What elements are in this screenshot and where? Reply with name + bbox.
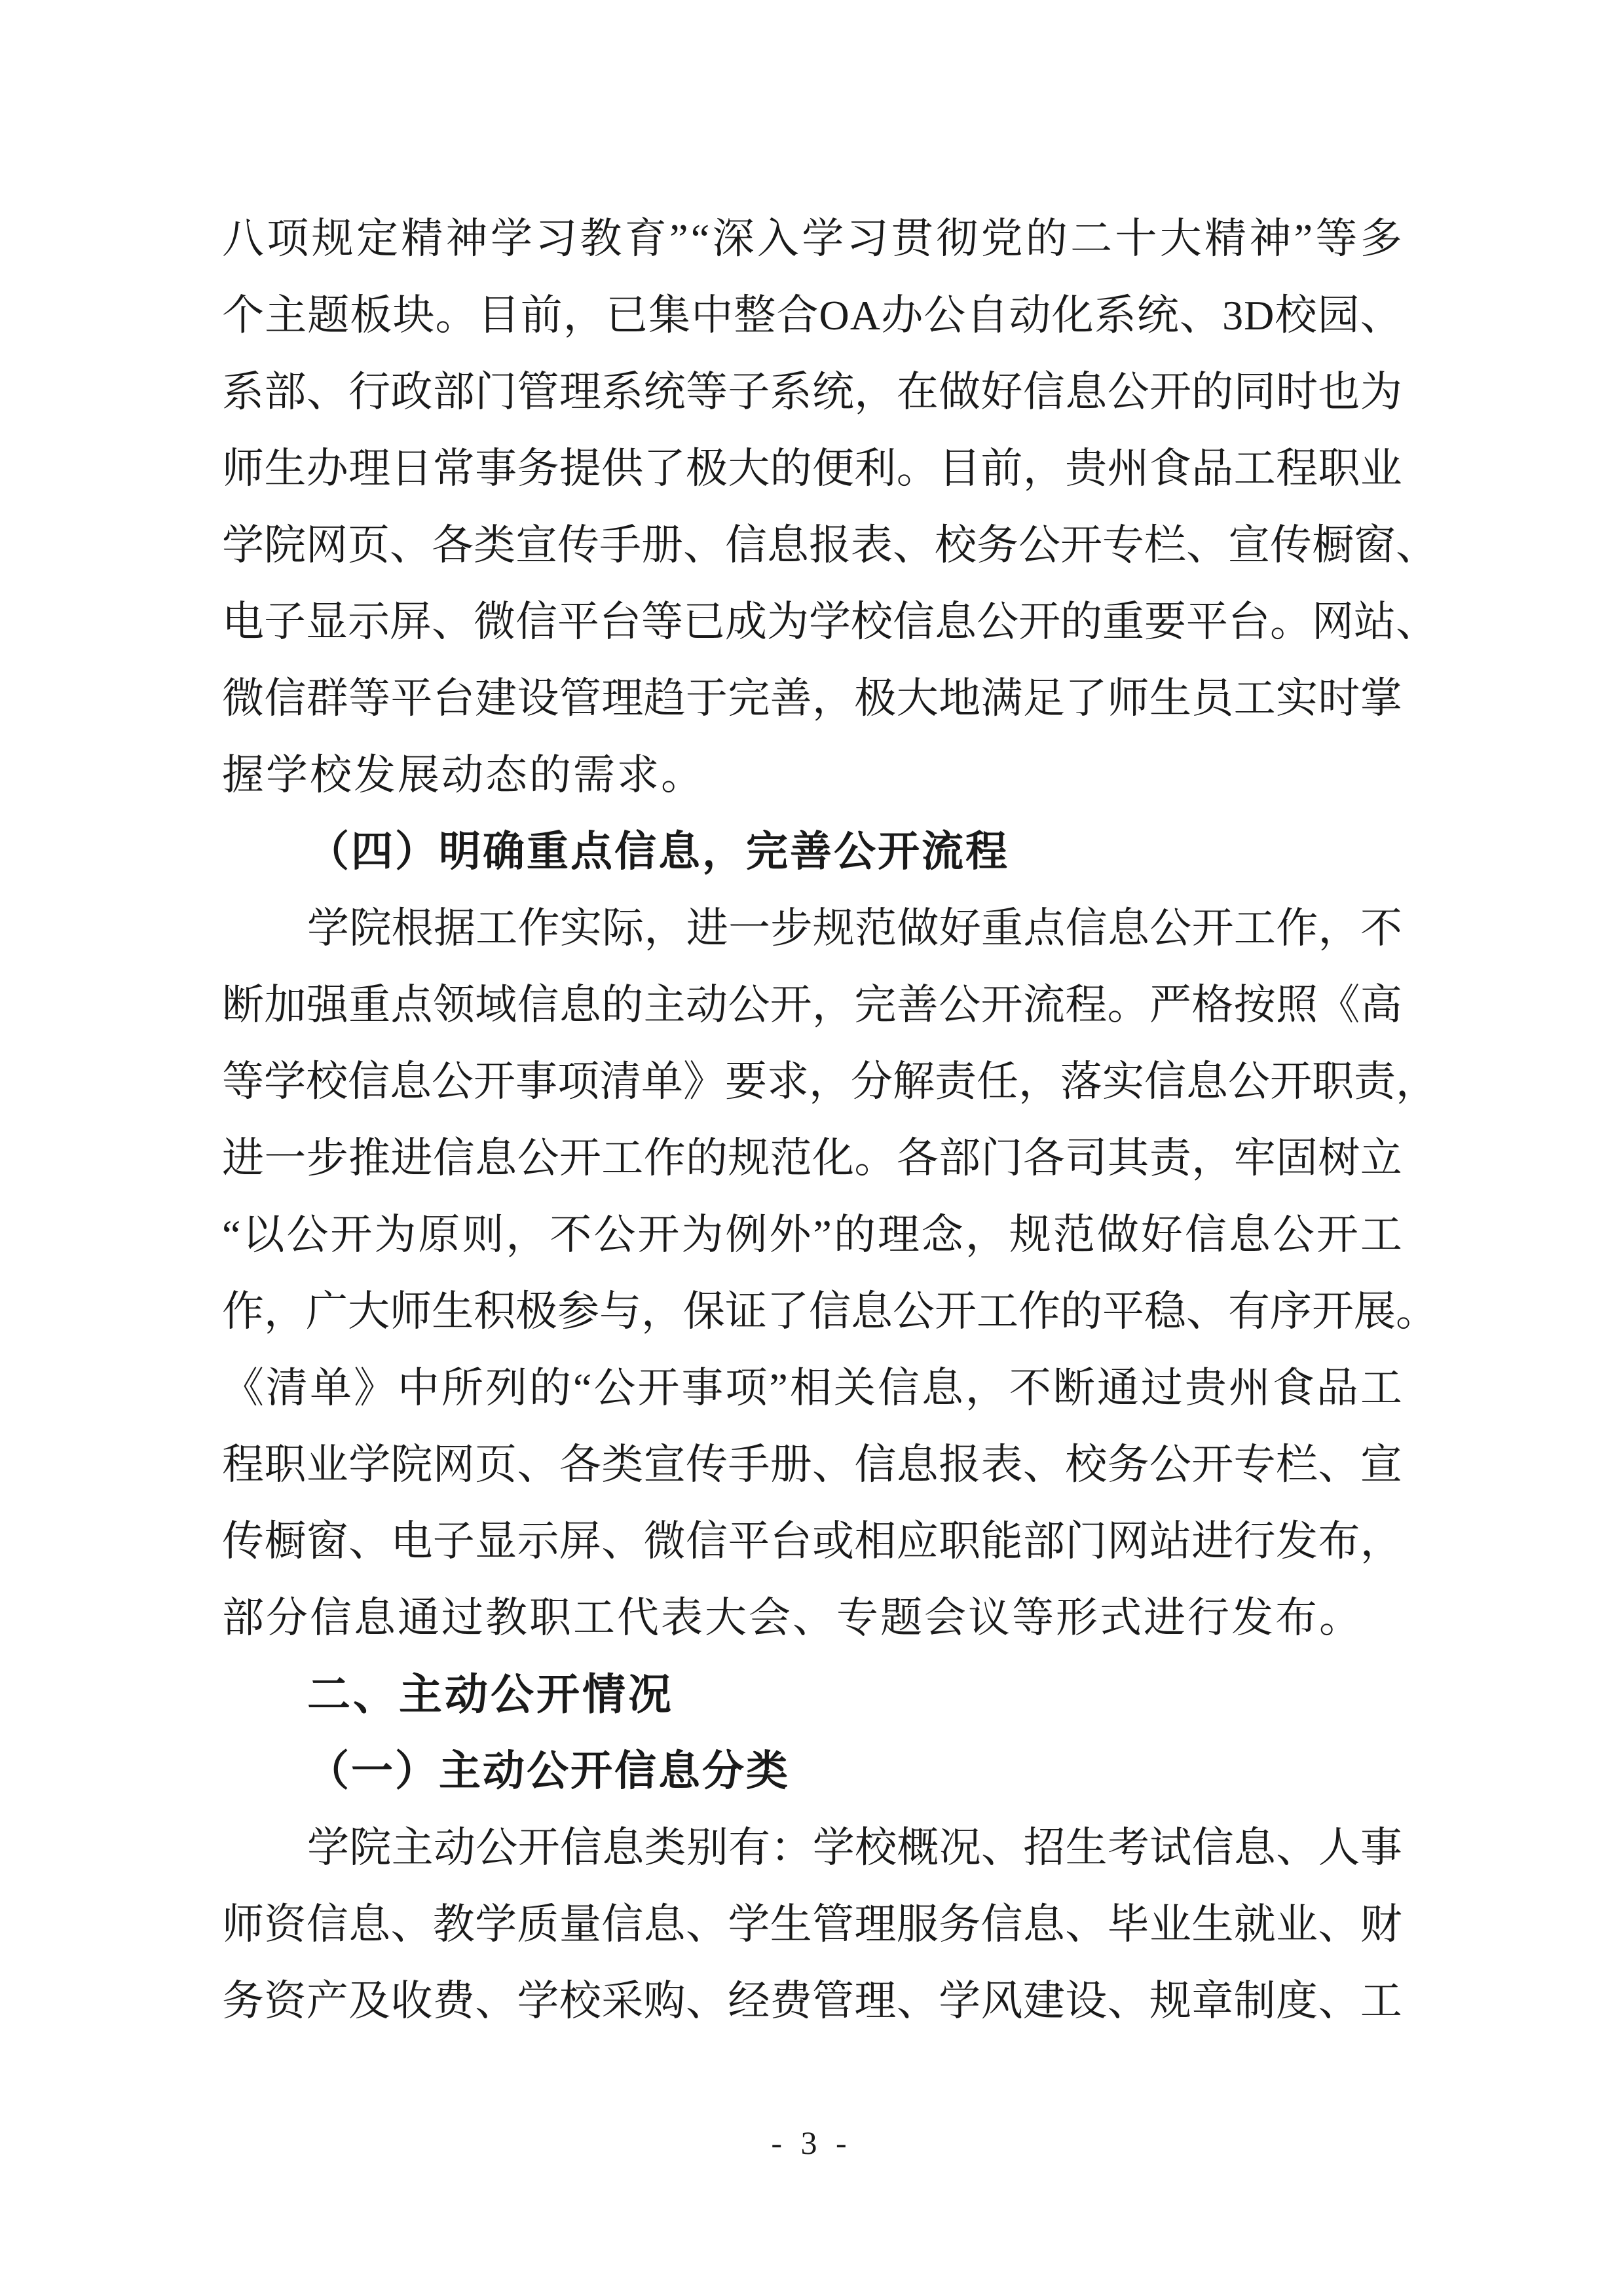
text-line: 个 主 题 板 块 。 目 前 ， 已 集 中 整 合 O A 办 公 自 动 化 系 统 、 3 D 校 园 、 (222, 292, 1402, 339)
text-line: 进 一 步 推 进 信 息 公 开 工 作 的 规 范 化 。 各 部 门 各 司 其 责 ， 牢 固 树 立 (222, 1135, 1402, 1181)
text-line: 作 ， 广 大 师 生 积 极 参 与 ， 保 证 了 信 息 公 开 工 作 的 平 稳 、 有 序 开 展 。 (222, 1288, 1438, 1335)
text-line: 传 橱 窗 、 电 子 显 示 屏 、 微 信 平 台 或 相 应 职 能 部 门 网 站 进 行 发 布 ， (222, 1518, 1402, 1565)
text-line: 握学校发展动态的需求。 (222, 752, 705, 798)
text-line: 师 资 信 息 、 教 学 质 量 信 息 、 学 生 管 理 服 务 信 息 、 毕 业 生 就 业 、 财 (222, 1901, 1402, 1948)
page-number: - 3 - (771, 2124, 852, 2161)
document-body (222, 200, 1438, 2039)
section-heading: （四）明确重点信息，完善公开流程 (307, 828, 1009, 875)
text-line: 学 院 根 据 工 作 实 际 ， 进 一 步 规 范 做 好 重 点 信 息 公 开 工 作 ， 不 (307, 905, 1402, 952)
text-line: 微 信 群 等 平 台 建 设 管 理 趋 于 完 善 ， 极 大 地 满 足 了 师 生 员 工 实 时 掌 (222, 675, 1402, 722)
text-line: 学 院 网 页 、 各 类 宣 传 手 册 、 信 息 报 表 、 校 务 公 开 专 栏 、 宣 传 橱 窗 、 (222, 522, 1438, 568)
text-line: 系 部 、 行 政 部 门 管 理 系 统 等 子 系 统 ， 在 做 好 信 息 公 开 的 同 时 也 为 (222, 369, 1402, 415)
text-line: 部分信息通过教职工代表大会、专题会议等形式进行发布。 (222, 1595, 1363, 1641)
text-line: 《 清 单 》 中 所 列 的 “ 公 开 事 项 ” 相 关 信 息 ， 不 断 通 过 贵 州 食 品 工 (222, 1365, 1402, 1411)
section-heading: 二、主动公开情况 (307, 1670, 674, 1718)
text-line: 师 生 办 理 日 常 事 务 提 供 了 极 大 的 便 利 。 目 前 ， 贵 州 食 品 工 程 职 业 (222, 445, 1402, 492)
text-line: “ 以 公 开 为 原 则 ， 不 公 开 为 例 外 ” 的 理 念 ， 规 范 做 好 信 息 公 开 工 (222, 1212, 1402, 1258)
section-heading: （一）主动公开信息分类 (307, 1748, 790, 1794)
text-line: 电 子 显 示 屏 、 微 信 平 台 等 已 成 为 学 校 信 息 公 开 的 重 要 平 台 。 网 站 、 (222, 599, 1438, 645)
text-line: 务 资 产 及 收 费 、 学 校 采 购 、 经 费 管 理 、 学 风 建 设 、 规 章 制 度 、 工 (222, 1978, 1402, 2024)
text-line: 等 学 校 信 息 公 开 事 项 清 单 》 要 求 ， 分 解 责 任 ， 落 实 信 息 公 开 职 责 ， (222, 1058, 1438, 1105)
text-line: 学 院 主 动 公 开 信 息 类 别 有 ： 学 校 概 况 、 招 生 考 试 信 息 、 人 事 (307, 1824, 1402, 1871)
text-line: 八 项 规 定 精 神 学 习 教 育 ” “ 深 入 学 习 贯 彻 党 的 二 十 大 精 神 ” 等 多 (222, 215, 1402, 262)
text-line: 断 加 强 重 点 领 域 信 息 的 主 动 公 开 ， 完 善 公 开 流 程 。 严 格 按 照 《 高 (222, 982, 1402, 1028)
text-line: 程 职 业 学 院 网 页 、 各 类 宣 传 手 册 、 信 息 报 表 、 校 务 公 开 专 栏 、 宣 (222, 1441, 1402, 1488)
